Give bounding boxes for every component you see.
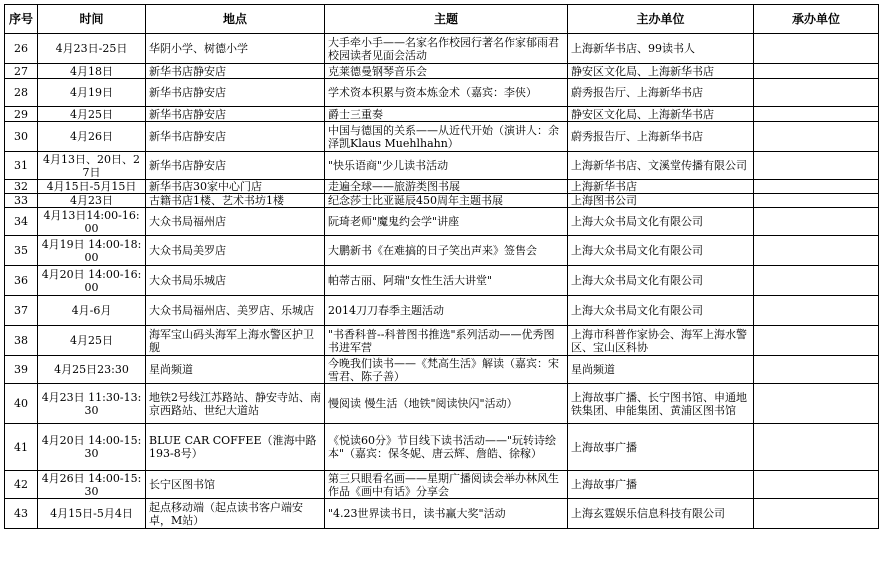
row-organizer (754, 296, 879, 326)
row-host: 静安区文化局、上海新华书店 (568, 107, 754, 122)
row-number: 31 (5, 152, 38, 180)
row-time: 4月19日 (38, 79, 146, 107)
table-row (5, 122, 879, 152)
table-row (5, 296, 879, 326)
table-row (5, 180, 879, 194)
row-time: 4月20日 14:00-16:00 (38, 266, 146, 296)
row-topic: 克莱德曼钢琴音乐会 (325, 64, 568, 79)
row-topic: 走遍全球——旅游类图书展 (325, 180, 568, 194)
row-number: 28 (5, 79, 38, 107)
row-organizer (754, 194, 879, 208)
row-host: 上海玄霆娱乐信息科技有限公司 (568, 499, 754, 529)
row-organizer (754, 326, 879, 356)
table-row (5, 152, 879, 180)
row-host: 上海大众书局文化有限公司 (568, 266, 754, 296)
table-row (5, 356, 879, 384)
row-place: 新华书店30家中心门店 (146, 180, 325, 194)
row-topic: 爵士三重奏 (325, 107, 568, 122)
header-topic: 主题 (325, 5, 568, 34)
table-row (5, 208, 879, 236)
row-topic: "4.23世界读书日，读书赢大奖"活动 (325, 499, 568, 529)
row-number: 43 (5, 499, 38, 529)
row-number: 37 (5, 296, 38, 326)
header-no: 序号 (5, 5, 38, 34)
row-host: 星尚频道 (568, 356, 754, 384)
row-organizer (754, 152, 879, 180)
row-topic: 学术资本积累与资本炼金术（嘉宾：李侠） (325, 79, 568, 107)
row-time: 4月25日23:30 (38, 356, 146, 384)
row-place: 新华书店静安店 (146, 64, 325, 79)
row-time: 4月25日 (38, 107, 146, 122)
row-organizer (754, 208, 879, 236)
row-organizer (754, 266, 879, 296)
row-host: 上海图书公司 (568, 194, 754, 208)
row-number: 29 (5, 107, 38, 122)
row-time: 4月15日-5月4日 (38, 499, 146, 529)
row-organizer (754, 64, 879, 79)
row-organizer (754, 34, 879, 64)
table-row (5, 326, 879, 356)
row-time: 4月-6月 (38, 296, 146, 326)
table-row (5, 236, 879, 266)
row-host: 上海大众书局文化有限公司 (568, 236, 754, 266)
row-number: 27 (5, 64, 38, 79)
header-row (5, 5, 879, 34)
row-number: 26 (5, 34, 38, 64)
row-organizer (754, 499, 879, 529)
row-time: 4月23日 11:30-13:30 (38, 384, 146, 424)
row-time: 4月19日 14:00-18:00 (38, 236, 146, 266)
table-row (5, 107, 879, 122)
row-organizer (754, 471, 879, 499)
row-organizer (754, 122, 879, 152)
header-time: 时间 (38, 5, 146, 34)
row-time: 4月20日 14:00-15:30 (38, 424, 146, 471)
row-place: 大众书局福州店 (146, 208, 325, 236)
table-row (5, 34, 879, 64)
row-place: 大众书局美罗店 (146, 236, 325, 266)
row-time: 4月23日 (38, 194, 146, 208)
row-organizer (754, 384, 879, 424)
row-place: 海军宝山码头海军上海水警区护卫舰 (146, 326, 325, 356)
row-time: 4月26日 (38, 122, 146, 152)
row-place: 大众书局乐城店 (146, 266, 325, 296)
row-number: 40 (5, 384, 38, 424)
row-number: 39 (5, 356, 38, 384)
row-topic: 帕蒂古丽、阿瑞"女性生活大讲堂" (325, 266, 568, 296)
row-topic: 中国与德国的关系——从近代开始（演讲人：余泽凯Klaus Muehlhahn） (325, 122, 568, 152)
row-topic: "书香科普--科普图书推选"系列活动——优秀图书进军营 (325, 326, 568, 356)
row-topic: 慢阅读 慢生活（地铁"阅读快闪"活动） (325, 384, 568, 424)
row-place: 古籍书店1楼、艺术书坊1楼 (146, 194, 325, 208)
table-row (5, 499, 879, 529)
row-host: 上海新华书店 (568, 180, 754, 194)
row-number: 42 (5, 471, 38, 499)
row-topic: 第三只眼看名画——星期广播阅读会举办林风生作品《画中有话》分享会 (325, 471, 568, 499)
row-time: 4月13日、20日、27日 (38, 152, 146, 180)
table-row (5, 266, 879, 296)
row-organizer (754, 79, 879, 107)
row-topic: 纪念莎士比亚诞辰450周年主题书展 (325, 194, 568, 208)
row-place: 新华书店静安店 (146, 122, 325, 152)
row-host: 上海新华书店、文溪堂传播有限公司 (568, 152, 754, 180)
row-place: 新华书店静安店 (146, 152, 325, 180)
row-number: 33 (5, 194, 38, 208)
row-host: 静安区文化局、上海新华书店 (568, 64, 754, 79)
row-host: 上海故事广播 (568, 471, 754, 499)
table-row (5, 471, 879, 499)
table-row (5, 384, 879, 424)
row-time: 4月26日 14:00-15:30 (38, 471, 146, 499)
row-organizer (754, 356, 879, 384)
row-host: 上海大众书局文化有限公司 (568, 208, 754, 236)
row-host: 上海故事广播 (568, 424, 754, 471)
row-place: BLUE CAR COFFEE（淮海中路193-8号） (146, 424, 325, 471)
row-number: 30 (5, 122, 38, 152)
row-host: 上海市科普作家协会、海军上海水警区、宝山区科协 (568, 326, 754, 356)
row-number: 35 (5, 236, 38, 266)
row-topic: 今晚我们读书——《梵高生活》解读（嘉宾：宋雪君、陈子善） (325, 356, 568, 384)
row-place: 新华书店静安店 (146, 107, 325, 122)
table-row (5, 424, 879, 471)
row-place: 大众书局福州店、美罗店、乐城店 (146, 296, 325, 326)
row-topic: 大手牵小手——名家名作校园行著名作家郁雨君校园读者见面会活动 (325, 34, 568, 64)
events-table (4, 4, 879, 529)
table-row (5, 194, 879, 208)
row-organizer (754, 107, 879, 122)
table-row (5, 64, 879, 79)
header-host: 主办单位 (568, 5, 754, 34)
row-time: 4月18日 (38, 64, 146, 79)
row-time: 4月25日 (38, 326, 146, 356)
row-host: 上海新华书店、99读书人 (568, 34, 754, 64)
row-topic: 大鹏新书《在难搞的日子笑出声来》签售会 (325, 236, 568, 266)
row-place: 华阴小学、树德小学 (146, 34, 325, 64)
row-number: 34 (5, 208, 38, 236)
row-organizer (754, 236, 879, 266)
row-host: 上海故事广播、长宁图书馆、申通地铁集团、申能集团、黄浦区图书馆 (568, 384, 754, 424)
row-topic: "快乐语商"少儿读书活动 (325, 152, 568, 180)
row-place: 起点移动端（起点读书客户端安卓，M站） (146, 499, 325, 529)
row-host: 蔚秀报告厅、上海新华书店 (568, 122, 754, 152)
row-number: 41 (5, 424, 38, 471)
row-place: 星尚频道 (146, 356, 325, 384)
row-topic: 2014刀刀春季主题活动 (325, 296, 568, 326)
header-place: 地点 (146, 5, 325, 34)
row-number: 32 (5, 180, 38, 194)
table-row (5, 79, 879, 107)
row-place: 长宁区图书馆 (146, 471, 325, 499)
row-topic: 阮琦老师"魔鬼约会学"讲座 (325, 208, 568, 236)
header-organizer: 承办单位 (754, 5, 879, 34)
row-organizer (754, 424, 879, 471)
row-time: 4月13日14:00-16:00 (38, 208, 146, 236)
row-number: 36 (5, 266, 38, 296)
row-host: 蔚秀报告厅、上海新华书店 (568, 79, 754, 107)
row-time: 4月23日-25日 (38, 34, 146, 64)
row-place: 地铁2号线江苏路站、静安寺站、南京西路站、世纪大道站 (146, 384, 325, 424)
row-host: 上海大众书局文化有限公司 (568, 296, 754, 326)
row-number: 38 (5, 326, 38, 356)
row-time: 4月15日-5月15日 (38, 180, 146, 194)
row-topic: 《悦读60分》节目线下读书活动——"玩转诗绘本"（嘉宾：保冬妮、唐云辉、詹皓、徐稼） (325, 424, 568, 471)
row-organizer (754, 180, 879, 194)
row-place: 新华书店静安店 (146, 79, 325, 107)
